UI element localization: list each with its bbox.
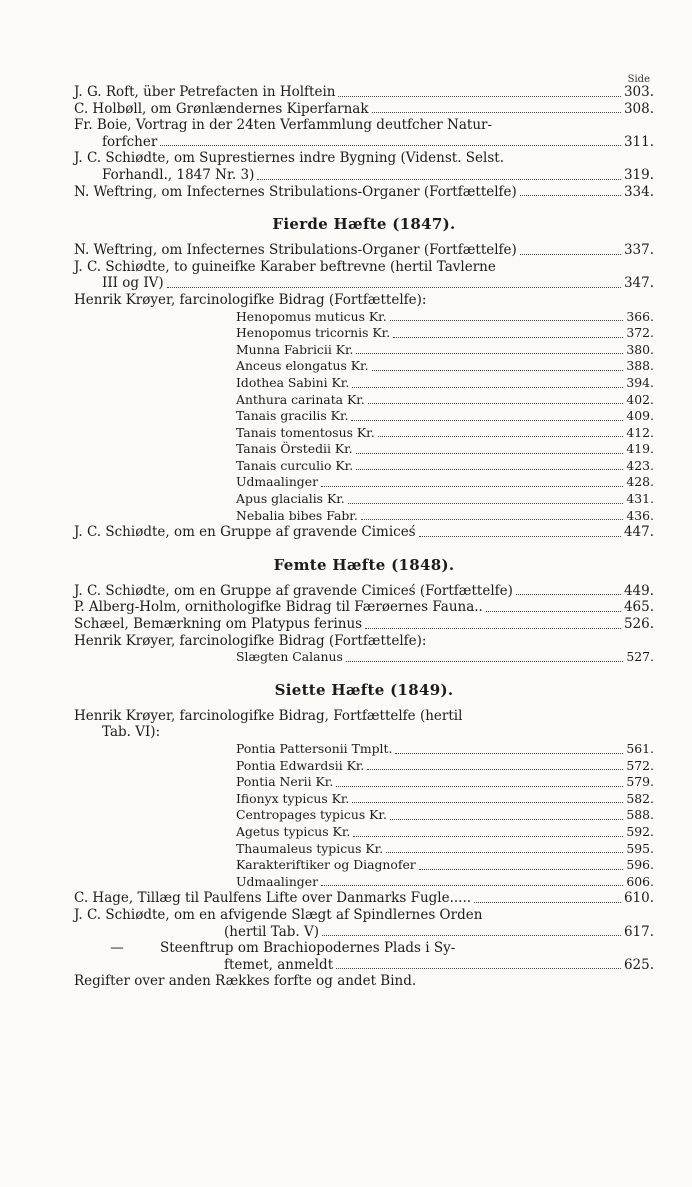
dot-leader: [356, 353, 623, 354]
entry-title: Agetus typicus Kr.: [236, 823, 351, 839]
toc-entry: [74, 807, 654, 824]
toc-entry: [74, 101, 654, 118]
page-number: 337.: [623, 242, 654, 259]
entry-title: J. C. Schiødte, om en Gruppe af gravende Cimiceś: [74, 524, 416, 541]
dot-leader: [336, 968, 621, 969]
toc-entry: [74, 259, 654, 276]
page-number: 592.: [626, 823, 654, 839]
page-number: 372.: [626, 325, 654, 341]
toc-entry: [74, 874, 654, 891]
dot-leader: [321, 885, 623, 886]
entry-title: J. C. Schiødte, om Suprestiernes indre Bygning (Videnst. Selst.: [74, 150, 505, 167]
toc-entry: [74, 342, 654, 359]
toc-entry: [74, 841, 654, 858]
toc-entry: [74, 375, 654, 392]
toc-entry: [74, 907, 654, 924]
dot-leader: [474, 902, 621, 903]
dot-leader: [390, 819, 624, 820]
page-number: 423.: [626, 457, 654, 473]
page-number: 334.: [623, 183, 654, 200]
entry-title: J. G. Roft, über Petrefacten in Holftein: [74, 84, 336, 100]
dot-leader: [257, 179, 621, 180]
entry-title: Henrik Krøyer, farcinologifke Bidrag, Fortfættelfe (hertil: [74, 707, 463, 724]
toc-entry: [74, 957, 654, 974]
page-number: 617.: [623, 923, 654, 940]
toc-entry: [74, 774, 654, 791]
dot-leader: [356, 453, 624, 454]
toc-entry: [74, 474, 654, 491]
toc-entry: [74, 358, 654, 375]
entry-title: Tanais gracilis Kr.: [236, 408, 349, 424]
page-number: 402.: [626, 391, 654, 407]
page-number: 436.: [626, 507, 654, 523]
entry-title: Pontia Edwardsii Kr.: [236, 757, 365, 773]
entry-title: Idothea Sabini Kr.: [236, 374, 350, 390]
toc-entry: [74, 408, 654, 425]
dot-leader: [167, 287, 621, 288]
entry-title: Thaumaleus typicus Kr.: [236, 840, 384, 856]
toc-entry: [74, 458, 654, 475]
dot-leader: [520, 254, 621, 255]
dot-leader: [322, 935, 621, 936]
toc-entry: [74, 599, 654, 616]
dot-leader: [353, 836, 623, 837]
page-number: 610.: [623, 890, 654, 907]
entry-title: Fr. Boie, Vortrag in der 24ten Verfammlung deutfcher Natur-: [74, 117, 493, 134]
dot-leader: [321, 486, 623, 487]
page-number: 526.: [623, 616, 654, 633]
page-number: 419.: [626, 441, 654, 457]
entry-title: ftemet, anmeldt: [224, 956, 334, 973]
entry-title: Steenftrup om Brachiopodernes Plads i Sy-: [160, 940, 456, 957]
entry-title: N. Weftring, om Infecternes Stribulations-Organer (Fortfættelfe): [74, 183, 517, 200]
entry-title: Anthura carinata Kr.: [236, 391, 365, 407]
page-number: 579.: [626, 774, 654, 790]
dot-leader: [486, 611, 621, 612]
entry-title: Nebalia bibes Fabr.: [236, 507, 358, 523]
page-header-label: Side: [627, 74, 650, 85]
page-number: 394.: [626, 374, 654, 390]
section-heading: Siette Hæfte (1849).: [274, 680, 454, 699]
entry-title: Henrik Krøyer, farcinologifke Bidrag (Fortfættelfe):: [74, 632, 427, 649]
toc-entry: [74, 857, 654, 874]
entry-title: Forhandl., 1847 Nr. 3): [102, 166, 255, 183]
page-number: 366.: [626, 308, 654, 324]
entry-title: J. C. Schiødte, om en Gruppe af gravende Cimiceś (Fortfættelfe): [74, 582, 513, 599]
page-number: 303.: [623, 84, 654, 100]
toc-entry: [74, 791, 654, 808]
dot-leader: [348, 503, 624, 504]
toc-entry: [74, 84, 654, 101]
dot-leader: [368, 403, 624, 404]
entry-title: forfcher: [102, 133, 158, 150]
entry-title: J. C. Schiødte, to guineifke Karaber beftrevne (hertil Tavlerne: [74, 258, 496, 275]
page-number: 347.: [623, 275, 654, 292]
toc-entry: [74, 242, 654, 259]
entry-title: (hertil Tab. V): [224, 923, 320, 940]
toc-entry: [74, 924, 654, 941]
dot-leader: [390, 320, 624, 321]
toc-entry: [74, 973, 654, 990]
dot-leader: [516, 594, 621, 595]
dot-leader: [520, 195, 621, 196]
toc-entry: [74, 890, 654, 907]
entry-title: III og IV): [102, 275, 164, 292]
toc-entry: [74, 940, 654, 957]
dot-leader: [395, 753, 623, 754]
toc-entry: [74, 508, 654, 525]
toc-entry: [74, 325, 654, 342]
page-number: 409.: [626, 408, 654, 424]
dot-leader: [386, 852, 623, 853]
dot-leader: [160, 145, 621, 146]
toc-entry: [74, 184, 654, 201]
entry-title: N. Weftring, om Infecternes Stribulations-Organer (Fortfættelfe): [74, 242, 517, 259]
toc-entry: [74, 824, 654, 841]
entry-title: Henrik Krøyer, farcinologifke Bidrag (Fortfættelfe):: [74, 291, 427, 308]
entry-title: Tanais Örstedii Kr.: [236, 441, 353, 457]
entry-title: Udmaalinger: [236, 474, 318, 490]
page-number: 606.: [626, 873, 654, 889]
dot-leader: [419, 536, 621, 537]
entry-title: Regifter over anden Rækkes forfte og andet Bind.: [74, 973, 417, 990]
dot-leader: [352, 387, 623, 388]
dot-leader: [372, 112, 621, 113]
page-number: 465.: [623, 599, 654, 616]
entry-title: Slægten Calanus: [236, 649, 343, 665]
page-number: 311.: [623, 133, 654, 150]
page-number: 380.: [626, 341, 654, 357]
entry-title: Pontia Nerii Kr.: [236, 774, 334, 790]
page-number: 527.: [626, 649, 654, 665]
toc-entry: [74, 425, 654, 442]
page-number: 447.: [623, 524, 654, 541]
dot-leader: [351, 420, 623, 421]
dot-leader: [378, 436, 624, 437]
dot-leader: [367, 769, 623, 770]
toc-entry: [74, 708, 654, 725]
page-number: 431.: [626, 491, 654, 507]
toc-entry: [74, 167, 654, 184]
table-of-contents: [74, 84, 654, 990]
entry-title: Schæel, Bemærkning om Platypus ferinus: [74, 616, 363, 633]
toc-entry: [74, 309, 654, 326]
entry-title: Karakteriftiker og Diagnofer: [236, 857, 416, 873]
page-number: 449.: [623, 582, 654, 599]
toc-entry: [74, 758, 654, 775]
dot-leader: [393, 337, 623, 338]
entry-title: Tanais curculio Kr.: [236, 457, 354, 473]
entry-title: Henopomus muticus Kr.: [236, 308, 387, 324]
page-number: 588.: [626, 807, 654, 823]
toc-entry: [74, 150, 654, 167]
entry-title: J. C. Schiødte, om en afvigende Slægt af Spindlernes Orden: [74, 906, 483, 923]
entry-title: Anceus elongatus Kr.: [236, 358, 369, 374]
toc-entry: [74, 724, 654, 741]
toc-entry: [74, 741, 654, 758]
toc-entry: [74, 117, 654, 134]
page-number: 596.: [626, 857, 654, 873]
section-heading: Femte Hæfte (1848).: [273, 555, 455, 574]
toc-entry: [74, 275, 654, 292]
entry-title: Tanais tomentosus Kr.: [236, 424, 375, 440]
toc-entry: [74, 441, 654, 458]
ditto-dash: —: [110, 940, 124, 957]
toc-entry: [74, 292, 654, 309]
page-number: 428.: [626, 474, 654, 490]
dot-leader: [346, 661, 624, 662]
dot-leader: [372, 370, 624, 371]
page-number: 412.: [626, 424, 654, 440]
toc-entry: [74, 583, 654, 600]
page-number: 582.: [626, 790, 654, 806]
entry-title: C. Holbøll, om Grønlændernes Kiperfarnak: [74, 100, 369, 117]
toc-entry: [74, 134, 654, 151]
page-number: 308.: [623, 100, 654, 117]
dot-leader: [419, 869, 624, 870]
dot-leader: [361, 519, 624, 520]
toc-entry: [74, 649, 654, 666]
entry-title: Henopomus tricornis Kr.: [236, 325, 391, 341]
entry-title: Apus glacialis Kr.: [236, 491, 345, 507]
page-number: 625.: [623, 956, 654, 973]
entry-title: C. Hage, Tillæg til Paulfens Lifte over Danmarks Fugle.....: [74, 890, 472, 907]
page-number: 572.: [626, 757, 654, 773]
section-heading: Fierde Hæfte (1847).: [272, 215, 456, 234]
dot-leader: [336, 786, 623, 787]
entry-title: Pontia Pattersonii Tmplt.: [236, 741, 393, 756]
entry-title: Udmaalinger: [236, 873, 318, 889]
toc-entry: [74, 392, 654, 409]
entry-title: Tab. VI):: [102, 724, 161, 741]
dot-leader: [352, 802, 623, 803]
toc-entry: [74, 524, 654, 541]
page-number: 561.: [626, 741, 654, 756]
page-number: 319.: [623, 166, 654, 183]
dot-leader: [365, 628, 621, 629]
entry-title: Ifionyx typicus Kr.: [236, 790, 350, 806]
page-number: 388.: [626, 358, 654, 374]
entry-title: Centropages typicus Kr.: [236, 807, 387, 823]
dot-leader: [356, 469, 623, 470]
entry-title: Munna Fabricii Kr.: [236, 341, 354, 357]
toc-entry: [74, 616, 654, 633]
dot-leader: [338, 96, 620, 97]
entry-title: P. Alberg-Holm, ornithologifke Bidrag til Færøernes Fauna..: [74, 599, 483, 616]
toc-entry: [74, 491, 654, 508]
page-number: 595.: [626, 840, 654, 856]
toc-entry: [74, 633, 654, 650]
